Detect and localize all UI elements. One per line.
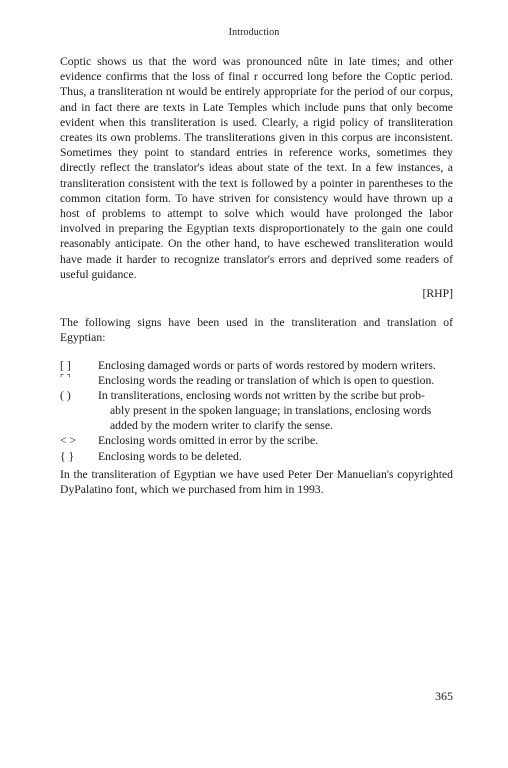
sign-row-braces [60,449,460,464]
sign-description-line1: In transliterations, enclosing words not written by the scribe but prob- [98,389,425,403]
sign-symbol: [ ] [60,359,71,372]
sign-description-continuation: ably present in the spoken language; in translations, enclosing words added by the modern writer to clarify the sense. [110,404,432,433]
sign-row-angle-brackets [60,433,460,448]
sign-description: Enclosing words omitted in error by the scribe. [98,434,319,448]
author-initials: [RHP] [422,287,453,300]
sign-row-parentheses [60,388,460,433]
page-number: 365 [435,689,453,703]
sign-description: Enclosing words the reading or translation of which is open to question. [98,374,435,388]
sign-symbol: { } [60,449,75,463]
sign-description: Enclosing damaged words or parts of words restored by modern writers. [98,359,436,372]
sign-symbol: ( ) [60,389,71,403]
paragraph-transliteration-policy: Coptic shows us that the word was pronounced nûte in late times; and other evidence confirms that the loss of final r occurred long before the Coptic period. Thus, a transliteration nt would be entirely appropriate for the period of our corpus, and in fact there are texts in Late Temples which include puns that only become evident when this transliteration is used. Clearly, a rigid policy of transliteration creates its own problems. The transliterations given in this corpus are inconsistent. Sometimes they point to standard entries in reference works, sometimes they directly reflect the translator's ideas about state of the text. In a few instances, a transliteration consistent with the text is followed by a pointer in parentheses to the common citation form. To have striven for consistency would have thrown up a host of problems to attempt to solve which would have prolonged the labor involved in preparing the Egyptian texts disproportionately to the gain one could reasonably anticipate. On the other hand, to have eschewed transliteration would have made it harder to recognize translator's errors and deprived some readers of useful guidance. [60,55,453,281]
sign-row-half-brackets [60,373,460,388]
sign-description-multiline [98,388,460,433]
paragraph-signs-intro: The following signs have been used in the transliteration and translation of Egyptian: [60,316,453,345]
paragraph-font-credit: In the transliteration of Egyptian we have used Peter Der Manuelian's copyrighted DyPalatino font, which we purchased from him in 1993. [60,468,453,497]
sign-symbol: < > [60,434,77,448]
sign-row-brackets [60,358,460,373]
sign-symbol: ⌜ ⌝ [60,373,71,384]
running-head: Introduction [228,27,280,38]
signs-list [60,358,460,464]
sign-description: Enclosing words to be deleted. [98,449,242,463]
